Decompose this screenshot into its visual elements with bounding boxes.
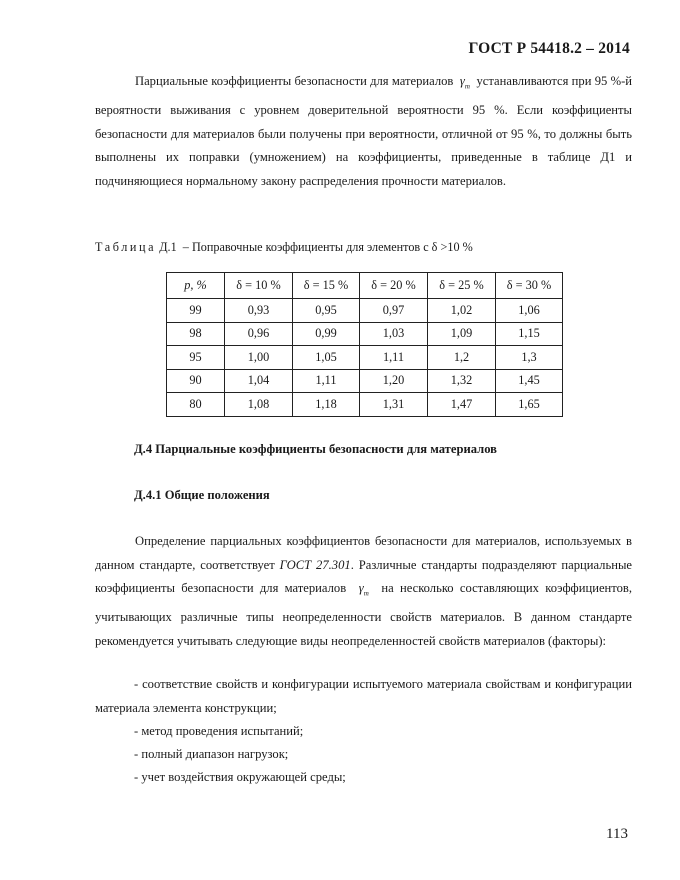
table-cell: 1,00 bbox=[225, 346, 293, 370]
header-cell: δ = 25 % bbox=[428, 273, 496, 299]
table-cell: 80 bbox=[167, 393, 225, 417]
table-cell: 99 bbox=[167, 299, 225, 323]
table-cell: 0,95 bbox=[293, 299, 360, 323]
table-cell: 0,97 bbox=[360, 299, 428, 323]
table-cell: 1,04 bbox=[225, 369, 293, 393]
table-row bbox=[167, 393, 563, 417]
table-cell: 0,93 bbox=[225, 299, 293, 323]
section-paragraph bbox=[95, 530, 632, 653]
list-item: - учет воздействия окружающей среды; bbox=[134, 770, 346, 784]
table-cell: 1,2 bbox=[428, 346, 496, 370]
table-cell: 1,18 bbox=[293, 393, 360, 417]
correction-factors-table bbox=[166, 272, 563, 417]
header-cell: δ = 20 % bbox=[360, 273, 428, 299]
section-heading: Д.4 Парциальные коэффициенты безопасности для материалов bbox=[134, 442, 497, 456]
list-item: - соответствие свойств и конфигурации испытуемого материала свойствам и конфигурации материала элемента конструкции; bbox=[95, 677, 632, 715]
intro-paragraph bbox=[95, 70, 632, 193]
table-cell: 98 bbox=[167, 322, 225, 346]
table-cell: 0,99 bbox=[293, 322, 360, 346]
header-cell: δ = 10 % bbox=[225, 273, 293, 299]
table-cell: 1,06 bbox=[496, 299, 563, 323]
table-cell: 1,03 bbox=[360, 322, 428, 346]
table-cell: 0,96 bbox=[225, 322, 293, 346]
table-row bbox=[167, 299, 563, 323]
table-cell: 1,31 bbox=[360, 393, 428, 417]
document-code-header: ГОСТ Р 54418.2 – 2014 bbox=[468, 40, 630, 57]
table-row bbox=[167, 369, 563, 393]
table-cell: 90 bbox=[167, 369, 225, 393]
intro-text-part1: Парциальные коэффициенты безопасности для материалов bbox=[135, 74, 454, 88]
table-header-row bbox=[167, 273, 563, 299]
page-number: 113 bbox=[606, 826, 628, 842]
table-row bbox=[167, 322, 563, 346]
table-cell: 1,45 bbox=[496, 369, 563, 393]
table-row bbox=[167, 346, 563, 370]
gamma-m-symbol-2: $\gamma_m$ bbox=[358, 581, 369, 598]
gamma-m-symbol: $\gamma_m$ bbox=[459, 74, 470, 91]
section-text-b: . Различные стандарты подразделяют парциальные коэффициенты безопасности для материалов bbox=[95, 557, 632, 596]
table-caption bbox=[95, 240, 473, 255]
section-text-a: Определение парциальных коэффициентов безопасности для материалов, используемых в данном стандарте, соответствует bbox=[95, 534, 632, 572]
table-cell: 1,08 bbox=[225, 393, 293, 417]
section-text-c: на несколько составляющих коэффициентов, учитывающих различные типы неопределенности свойств материалов. В данном стандарте рекомендуется учитывать следующие виды неопределенностей свойств материалов (факторы): bbox=[95, 581, 632, 648]
table-caption-text: – Поправочные коэффициенты для элементов с δ >10 % bbox=[182, 240, 473, 254]
table-cell: 1,11 bbox=[293, 369, 360, 393]
table-cell: 1,11 bbox=[360, 346, 428, 370]
header-cell: p, % bbox=[167, 273, 225, 299]
table-caption-number: Д.1 bbox=[159, 240, 177, 254]
table-cell: 1,47 bbox=[428, 393, 496, 417]
table-cell: 1,09 bbox=[428, 322, 496, 346]
header-cell: δ = 15 % bbox=[293, 273, 360, 299]
table-cell: 1,02 bbox=[428, 299, 496, 323]
table-cell: 1,3 bbox=[496, 346, 563, 370]
standard-reference: ГОСТ 27.301 bbox=[279, 557, 351, 572]
subsection-heading: Д.4.1 Общие положения bbox=[134, 488, 270, 502]
header-cell: δ = 30 % bbox=[496, 273, 563, 299]
list-item: - метод проведения испытаний; bbox=[134, 724, 304, 738]
table-caption-label: Таблица bbox=[95, 240, 157, 254]
table-cell: 1,32 bbox=[428, 369, 496, 393]
table-cell: 1,20 bbox=[360, 369, 428, 393]
table-cell: 95 bbox=[167, 346, 225, 370]
table-cell: 1,65 bbox=[496, 393, 563, 417]
table-cell: 1,15 bbox=[496, 322, 563, 346]
table-cell: 1,05 bbox=[293, 346, 360, 370]
intro-text-part2: устанавливаются при 95 %-й вероятности выживания с уровнем доверительной вероятности 95 %. Если коэффициенты безопасности для материалов были получены при вероятности, отличной от 95 %, то должны быть выполнены их поправки (умножением) на коэффициенты, приведенные в таблице Д1 и подчиняющиеся нормальному закону распределения прочности материалов. bbox=[95, 74, 633, 188]
list-item: - полный диапазон нагрузок; bbox=[134, 747, 289, 761]
